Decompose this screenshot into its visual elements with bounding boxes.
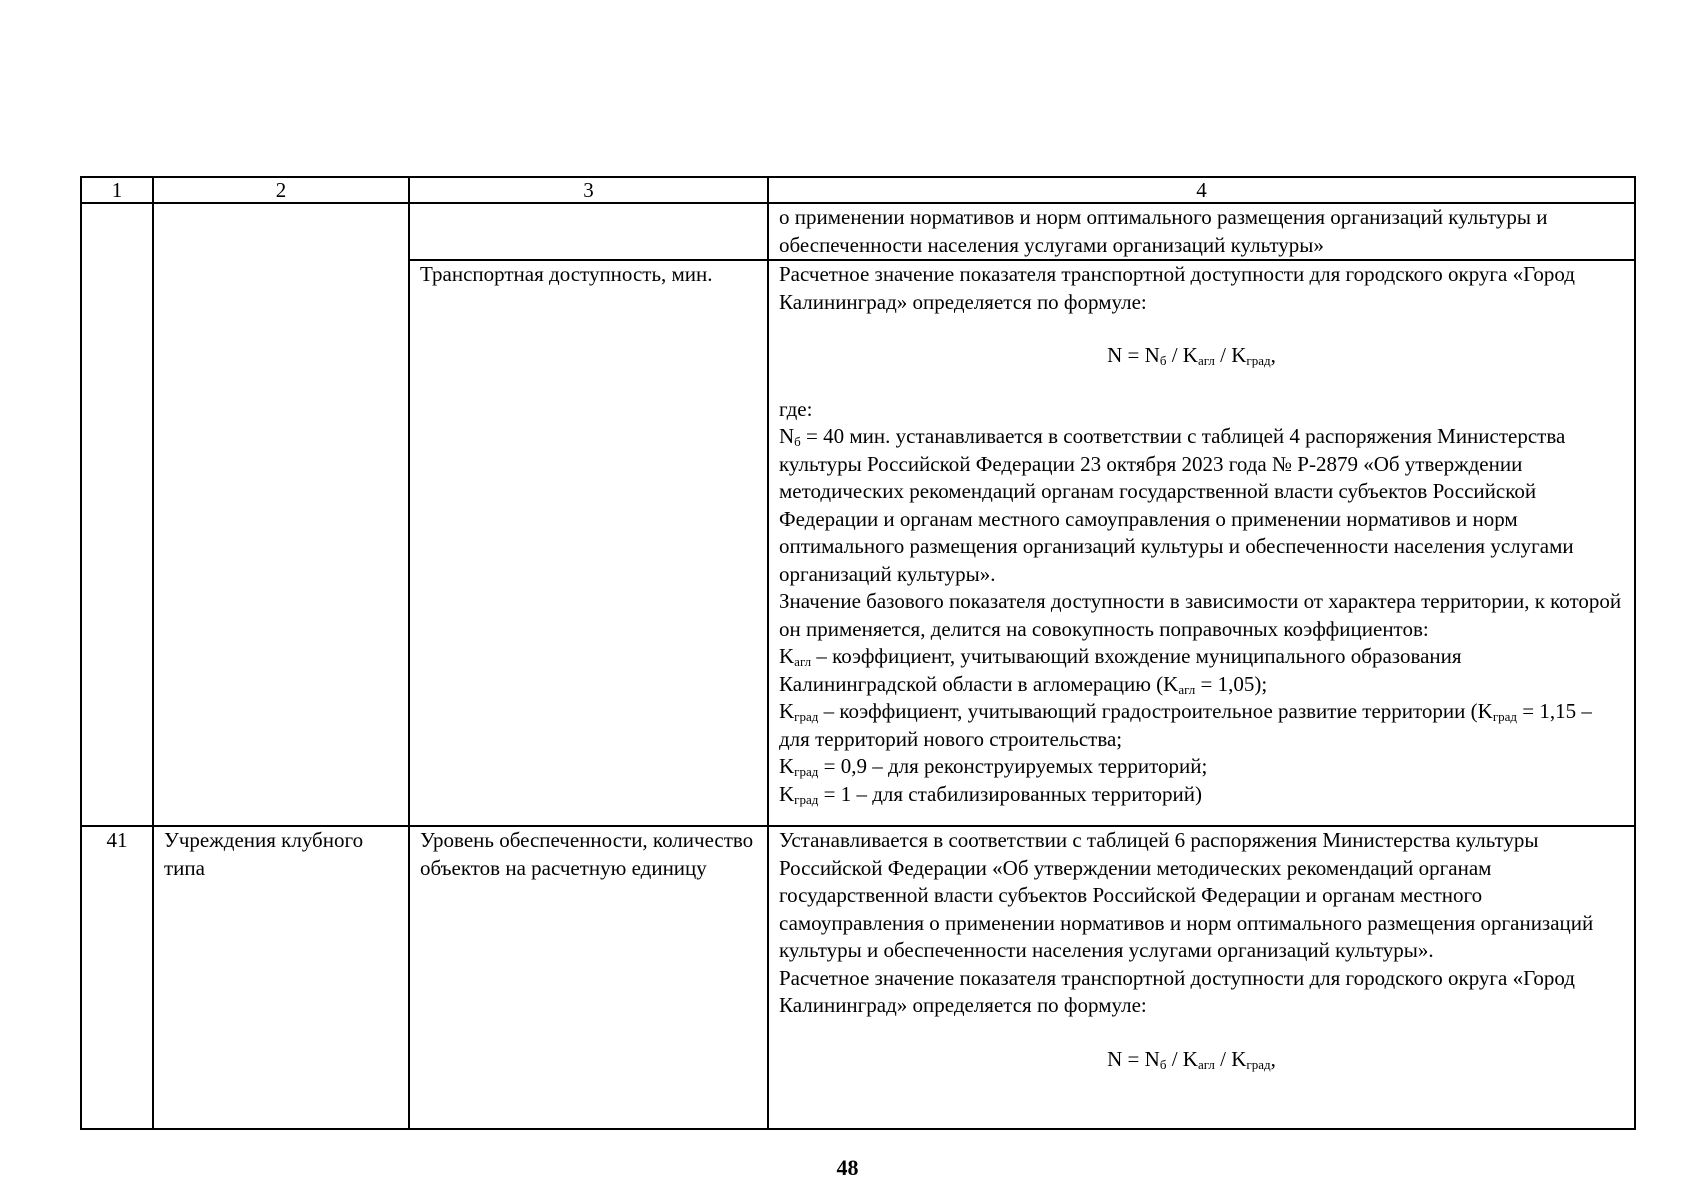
header-cell-4: 4 (768, 177, 1635, 203)
transport-where: где: (779, 396, 813, 421)
cell-indicator-name: Уровень обеспеченности, количество объектов на расчетную единицу (409, 826, 768, 1129)
page-number: 48 (836, 1155, 859, 1180)
transport-base-text: Значение базового показателя доступности в зависимости от характера территории, к которой он применяется, делится на совокупность поправочных коэффициентов: (779, 589, 1622, 641)
header-cell-3: 3 (409, 177, 768, 203)
transport-intro: Расчетное значение показателя транспортной доступности для городского округа «Город Калининград» определяется по формуле: (779, 262, 1575, 314)
cell-continued-text: о применении нормативов и норм оптимального размещения организаций культуры и обеспеченности населения услугами организаций культуры» (768, 203, 1635, 260)
row41-paragraph-2: Расчетное значение показателя транспортной доступности для городского округа «Город Калининград» определяется по формуле: (779, 965, 1575, 1017)
transport-nb-definition: $N_б = 40$ мин. устанавливается в соответствии с таблицей 4 распоряжения Министерства культуры Российской Федерации 23 октября 2023 года № Р-2879 «Об утверждении методических рекомендаций органам государственной власти субъектов Российской Федерации и органам местного самоуправления о применении нормативов и норм оптимального размещения организаций культуры и обеспеченности населения услугами организаций культуры». (779, 424, 1574, 586)
cell-continued-indicator (409, 203, 768, 260)
cell-institution-name: Учреждения клубного типа (153, 826, 409, 1129)
transport-kgrad-stabilized: $K_{град} = 1$ – для стабилизированных территорий) (779, 781, 1202, 807)
table-row-continuation (81, 203, 1635, 260)
transport-kagl-definition: $K_{агл}$ – коэффициент, учитывающий вхождение муниципального образования Калининградской области в агломерацию $(K_{агл} = 1,05)$; (779, 644, 1462, 697)
cell-continued-number (81, 203, 153, 826)
row41-formula: $N = N_б / K_{агл} / K_{град}$, (1107, 1046, 1276, 1072)
table-row-41 (81, 826, 1635, 1129)
cell-transport-description (768, 260, 1635, 826)
cell-indicator-description (768, 826, 1635, 1129)
header-row (81, 177, 1635, 203)
cell-row-number: 41 (81, 826, 153, 1129)
cell-continued-name (153, 203, 409, 826)
header-cell-1: 1 (81, 177, 153, 203)
transport-kgrad-definition: $K_{град}$ – коэффициент, учитывающий градостроительное развитие территории ($K_{град} = 1,15$ – для территорий нового строительства; (779, 699, 1592, 751)
cell-transport-indicator: Транспортная доступность, мин. (409, 260, 768, 826)
transport-kgrad-reconstructed: $K_{град} = 0,9$ – для реконструируемых территорий; (779, 754, 1208, 779)
transport-formula: $N = N_б / K_{агл} / K_{град}$, (1107, 343, 1276, 368)
document-table (80, 176, 1636, 1130)
row41-paragraph-1: Устанавливается в соответствии с таблицей 6 распоряжения Министерства культуры Российской Федерации «Об утверждении методических рекомендаций органам государственной власти субъектов Российской Федерации и органам местного самоуправления о применении нормативов и норм оптимального размещения организаций культуры и обеспеченности населения услугами организаций культуры». (779, 828, 1594, 962)
header-cell-2: 2 (153, 177, 409, 203)
